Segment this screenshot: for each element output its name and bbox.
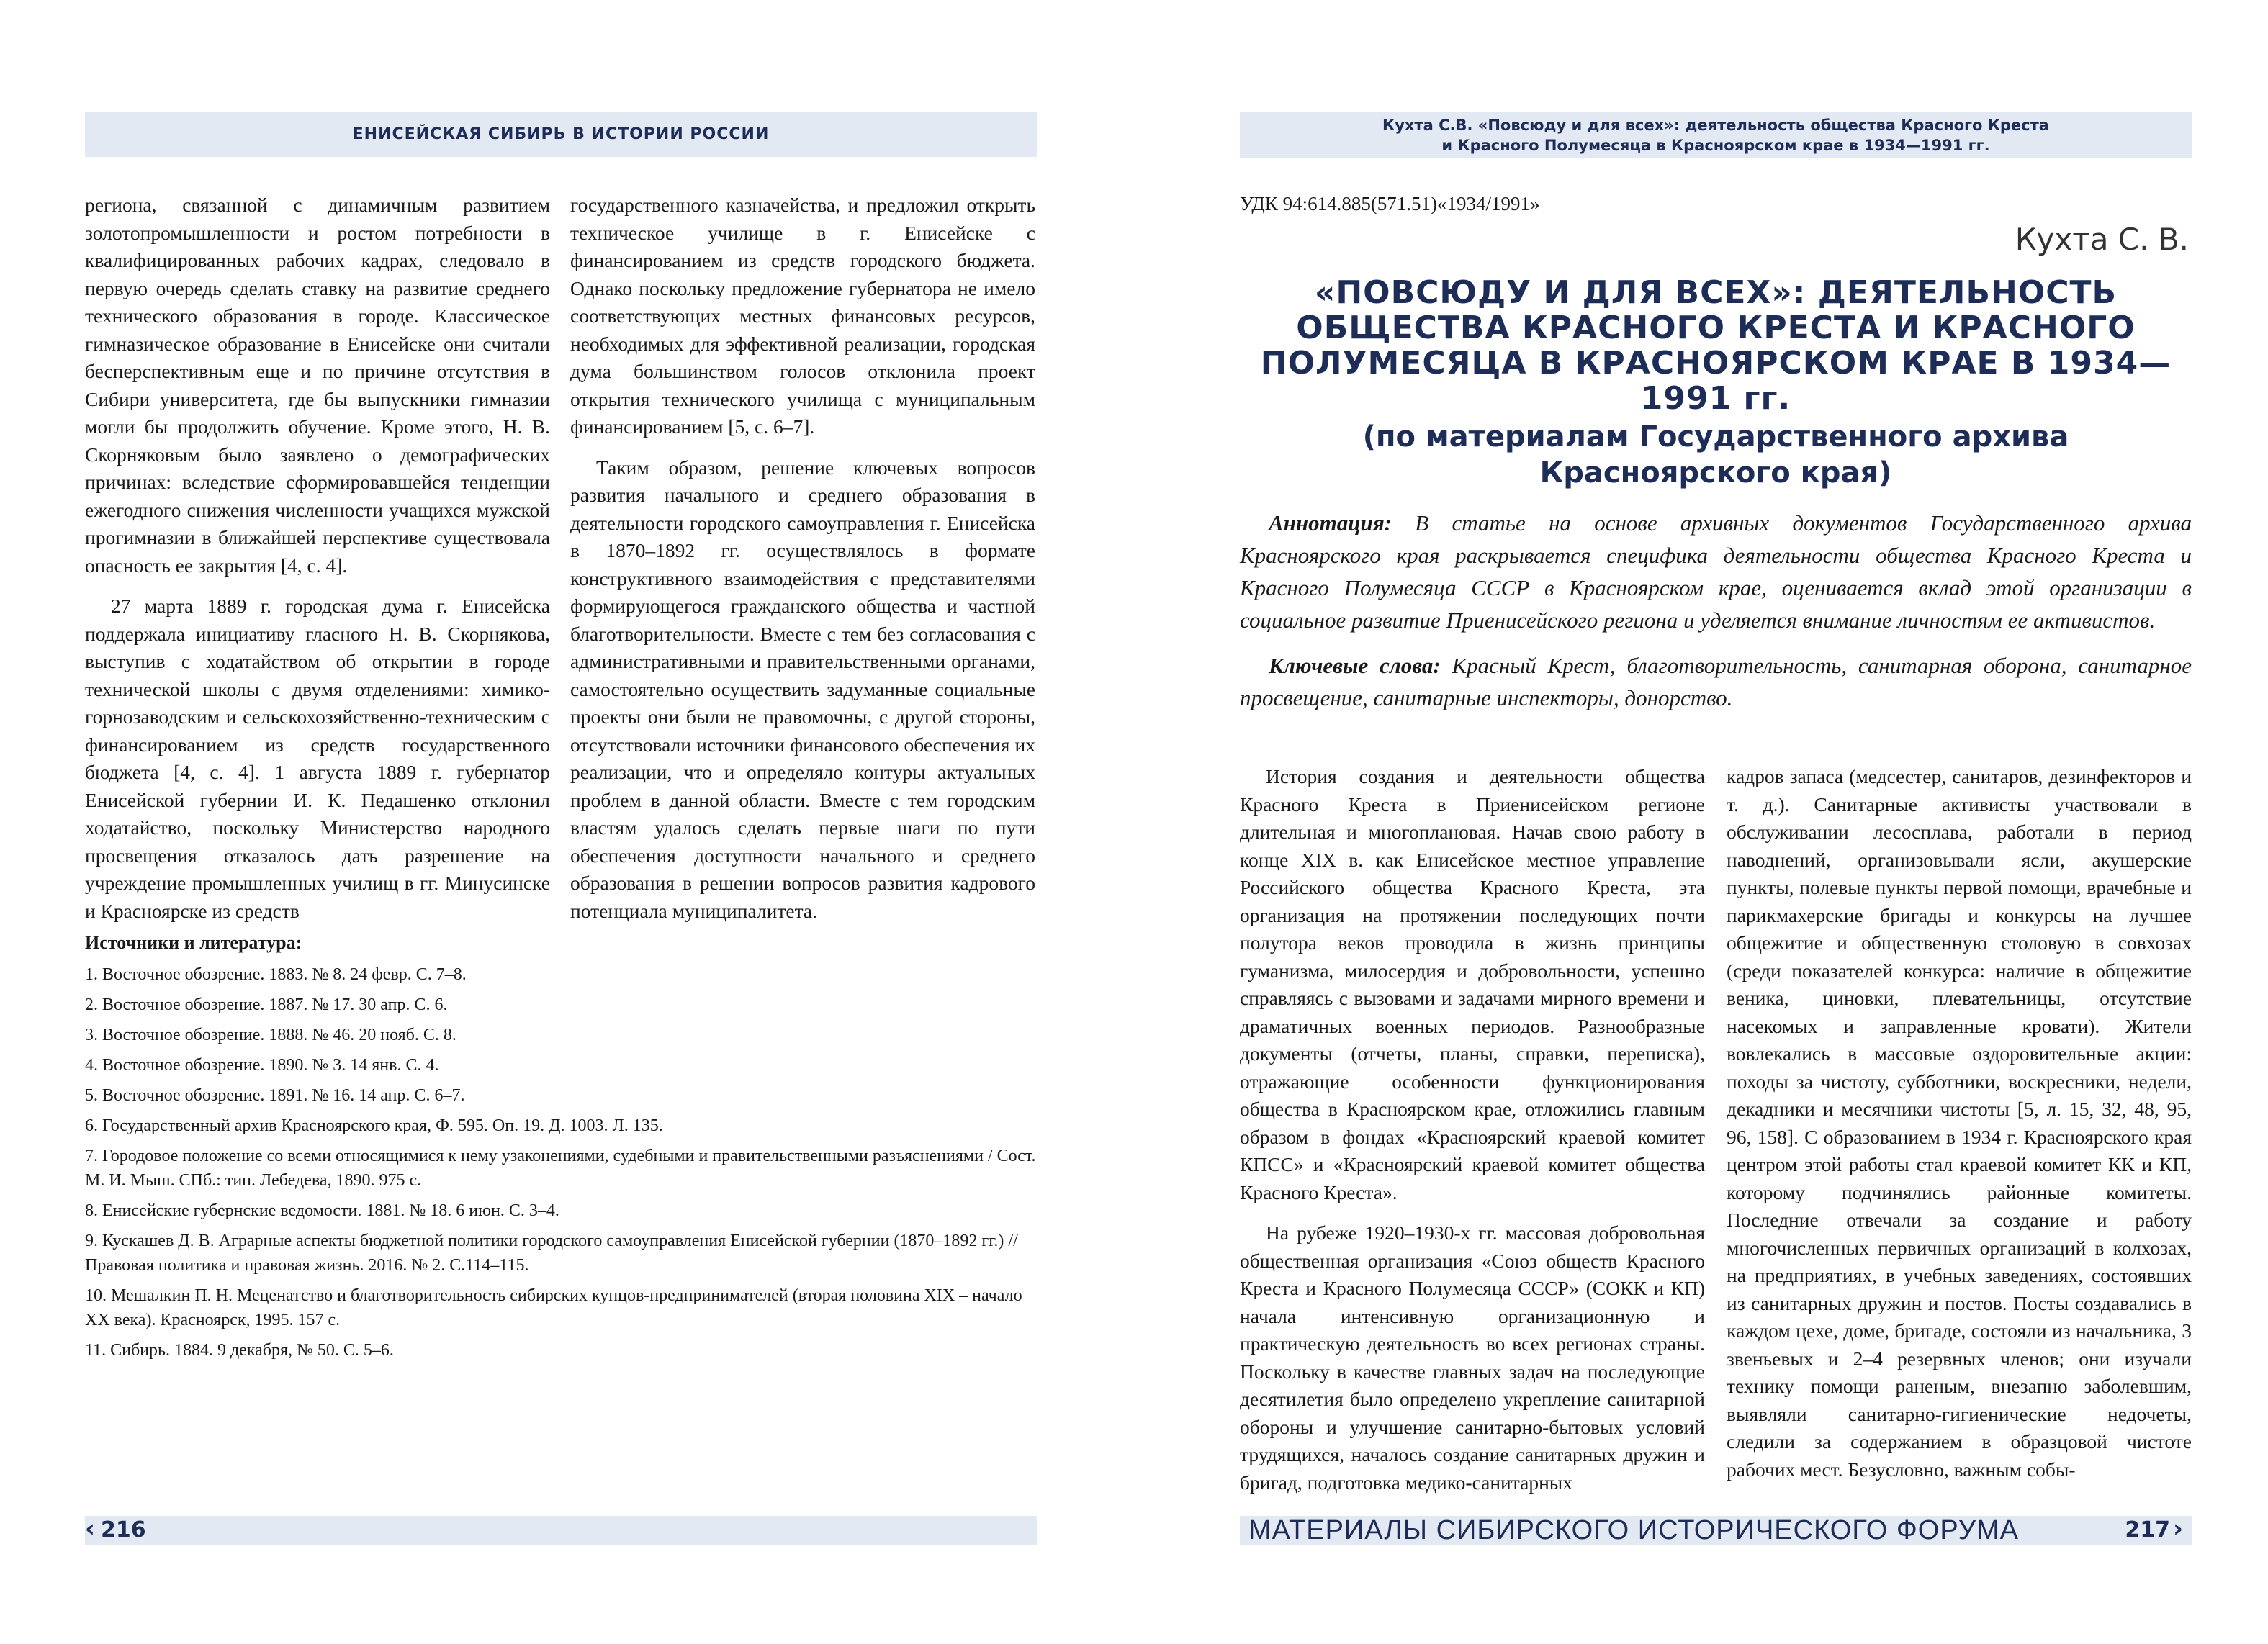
right-running-header bbox=[1240, 112, 2192, 155]
chevron-right-icon: › bbox=[2173, 1514, 2184, 1543]
article-subtitle: (по материалам Государственного архива Красноярского края) bbox=[1362, 420, 2069, 489]
source-item: 8. Енисейские губернские ведомости. 1881. № 18. 6 июн. С. 3–4. bbox=[85, 1201, 559, 1220]
left-running-header: ЕНИСЕЙСКАЯ СИБИРЬ В ИСТОРИИ РОССИИ bbox=[352, 125, 770, 143]
source-item: 9. Кускашев Д. В. Аграрные аспекты бюджетной политики городского самоуправления Енисейской губернии (1870–1892 гг.) // Правовая политика и правовая жизнь. 2016. № 2. С.114–115. bbox=[85, 1232, 1018, 1275]
article-title: «ПОВСЮДУ И ДЛЯ ВСЕХ»: ДЕЯТЕЛЬНОСТЬ ОБЩЕСТВА КРАСНОГО КРЕСТА И КРАСНОГО ПОЛУМЕСЯЦА В КРАСНОЯРСКОМ КРАЕ В 1934—1991 гг. bbox=[1260, 274, 2172, 417]
sources-section bbox=[85, 932, 1037, 1368]
right-column-1 bbox=[1240, 763, 1705, 1509]
right-header-band bbox=[1240, 112, 2192, 158]
source-item: 2. Восточное обозрение. 1887. № 17. 30 апр. С. 6. bbox=[85, 995, 448, 1014]
right-column-2 bbox=[1727, 763, 2192, 1496]
right-page-number: 217 bbox=[2125, 1517, 2170, 1543]
paragraph: кадров запаса (медсестер, санитаров, дезинфекторов и т. д.). Санитарные активисты участвовали в обслуживании лесосплава, работали в период наводнений, организовывали ясли, акушерские пункты, полевые пункты первой помощи, врачебные и парикмахерские бригады и конкурсы на лучшее общежитие и общественную столовую в совхозах (среди показателей конкурса: наличие в общежитие веника, циновки, плевательницы, отсутствие насекомых и заправленные кровати). Жители вовлекались в массовые оздоровительные акции: походы за чистоту, субботники, воскресники, недели, декадники и месячники чистоты [5, л. 15, 32, 48, 95, 96, 158]. С образованием в 1934 г. Красноярского края центром этой работы стал краевой комитет КК и КП, которому подчинялись районные комитеты. Последние отвечали за создание и работу многочисленных первичных организаций в колхозах, на предприятиях, в учебных заведениях, состоявших из санитарных дружин и постов. Посты создавались в каждом цехе, доме, бригаде, состояли из начальника, 3 звеньевых и 2–4 резервных членов; они изучали технику помощи раненым, внезапно заболевшим, выявляли санитарно-гигиенические недочеты, следили за содержанием в образцовой чистоте рабочих мест. Безусловно, важным собы- bbox=[1727, 765, 2192, 1481]
source-item: 3. Восточное обозрение. 1888. № 46. 20 нояб. С. 8. bbox=[85, 1026, 456, 1044]
keywords-paragraph bbox=[1240, 649, 2192, 714]
right-running-header-line-1: Кухта С.В. «Повсюду и для всех»: деятельность общества Красного Креста bbox=[1382, 117, 2049, 134]
source-item: 11. Сибирь. 1884. 9 декабря, № 50. С. 5–6. bbox=[85, 1341, 394, 1360]
chevron-left-icon: ‹ bbox=[85, 1514, 96, 1543]
sources-list bbox=[85, 962, 1037, 1363]
source-item: 6. Государственный архив Красноярского края, Ф. 595. Оп. 19. Д. 1003. Л. 135. bbox=[85, 1116, 663, 1135]
left-footer-band bbox=[85, 1516, 1037, 1545]
paragraph: Таким образом, решение ключевых вопросов развития начального и среднего образования в деятельности городского самоуправления г. Енисейска в 1870–1892 гг. осуществлялось в формате конструктивного взаимодействия с представителями формирующегося гражданского общества и частной благотворительности. Вместе с тем без согласования с административными и правительственными органами, самостоятельно осуществить задуманные социальные проекты они были не правомочны, с другой стороны, отсутствовали источники финансового обеспечения их реализации, что и определяло контуры актуальных проблем в данной области. Вместе с тем городским властям удалось сделать первые шаги по пути обеспечения доступности начального и среднего образования в решении вопросов развития кадрового потенциала муниципалитета. bbox=[570, 456, 1035, 922]
abstract-block bbox=[1240, 507, 2192, 727]
left-header-band bbox=[85, 112, 1037, 157]
annotation-label: Аннотация: bbox=[1269, 510, 1392, 536]
paragraph: региона, связанной с динамичным развитием золотопромышленности и ростом потребности в квалифицированных рабочих кадрах, следовало в первую очередь сделать ставку на развитие среднего технического образования в городе. Классическое гимназическое образование в Енисейске они считали бесперспективным еще и по причине отсутствия в Сибири университета, где бы выпускники гимназии могли бы продолжить обучение. Кроме этого, Н. В. Скорняковым было заявлено о демографических причинах: вследствие сформировавшейся тенденции ежегодного снижения численности учащихся мужской прогимназии в ближайшей перспективе существовала опасность ее закрытия [4, с. 4]. bbox=[85, 194, 550, 577]
left-column-2 bbox=[570, 191, 1035, 938]
journal-footer-title: МАТЕРИАЛЫ СИБИРСКОГО ИСТОРИЧЕСКОГО ФОРУМА bbox=[1248, 1515, 2020, 1545]
keywords-text: Красный Крест, благотворительность, санитарная оборона, санитарное просвещение, санитарные инспекторы, донорство. bbox=[1240, 653, 2192, 710]
left-column-1 bbox=[85, 191, 550, 938]
source-item: 1. Восточное обозрение. 1883. № 8. 24 февр. С. 7–8. bbox=[85, 965, 467, 984]
source-item: 10. Мешалкин П. Н. Меценатство и благотворительность сибирских купцов-предпринимателей (вторая половина XIX – начало XX века). Красноярск, 1995. 157 с. bbox=[85, 1286, 1022, 1329]
annotation-paragraph bbox=[1240, 507, 2192, 636]
annotation-text: В статье на основе архивных документов Государственного архива Красноярского края раскрывается специфика деятельности общества Красного Креста и Красного Полумесяца СССР в Красноярском крае, оценивается вклад этой организации в социальное развитие Приенисейского региона и уделяется внимание личностям ее активистов. bbox=[1240, 510, 2192, 633]
paragraph: История создания и деятельности общества Красного Креста в Приенисейском регионе длительная и многоплановая. Начав свою работу в конце XIX в. как Енисейское местное управление Российского общества Красного Креста, эта организация на протяжении последующих почти полутора веков проводила в жизнь принципы гуманизма, милосердия и добровольности, успешно справляясь с вызовами и задачами мирного времени и драматичных военных периодов. Разнообразные документы (отчеты, планы, справки, переписка), отражающие особенности функционирования общества в Красноярском крае, отложились главным образом в фондах «Красноярский краевой комитет КПСС» и «Красноярский краевой комитет общества Красного Креста». bbox=[1240, 765, 1705, 1203]
source-item: 4. Восточное обозрение. 1890. № 3. 14 янв. С. 4. bbox=[85, 1056, 439, 1075]
udk-code: УДК 94:614.885(571.51)«1934/1991» bbox=[1240, 193, 1540, 214]
keywords-label: Ключевые слова: bbox=[1269, 653, 1441, 678]
left-page-number: 216 bbox=[101, 1517, 146, 1543]
paragraph: На рубеже 1920–1930-х гг. массовая добровольная общественная организация «Союз обществ Красного Креста и Красного Полумесяца СССР» (СОКК и КП) начала интенсивную организационную и практическую деятельность во всех регионах страны. Поскольку в качестве главных задач на последующие десятилетия было определено укрепление санитарной обороны и улучшение санитарно-бытовых условий трудящихся, началось создание санитарных дружин и бригад, подготовка медико-санитарных bbox=[1240, 1221, 1705, 1494]
sources-title: Источники и литература: bbox=[85, 932, 302, 953]
article-author: Кухта С. В. bbox=[2015, 222, 2189, 257]
source-item: 5. Восточное обозрение. 1891. № 16. 14 апр. С. 6–7. bbox=[85, 1086, 465, 1105]
paragraph: 27 марта 1889 г. городская дума г. Енисейска поддержала инициативу гласного Н. В. Скорнякова, выступив с ходатайством об открытии в городе технической школы с двумя отделениями: химико-горнозаводским и сельскохозяйственно-техническим с финансированием из средств государственного бюджета [4, с. 4]. 1 августа 1889 г. губернатор Енисейской губернии И. К. Педашенко отклонил ходатайство, поскольку Министерство народного просвещения отказалось дать разрешение на учреждение промышленных училищ в гг. Минусинске и Красноярске из средств bbox=[85, 595, 550, 922]
paragraph: государственного казначейства, и предложил открыть техническое училище в г. Енисейске с финансированием из средств городского бюджета. Однако поскольку предложение губернатора не имело соответствующих местных финансовых ресурсов, необходимых для эффективной реализации, городская дума большинством голосов отклонила проект открытия технического училища с муниципальным финансированием [5, с. 6–7]. bbox=[570, 194, 1035, 438]
source-item: 7. Городовое положение со всеми относящимися к нему узаконениями, судебными и правительственными разъяснениями / Сост. М. И. Мыш. СПб.: тип. Лебедева, 1890. 975 с. bbox=[85, 1147, 1036, 1190]
right-running-header-line-2: и Красного Полумесяца в Красноярском крае в 1934—1991 гг. bbox=[1441, 137, 1990, 154]
